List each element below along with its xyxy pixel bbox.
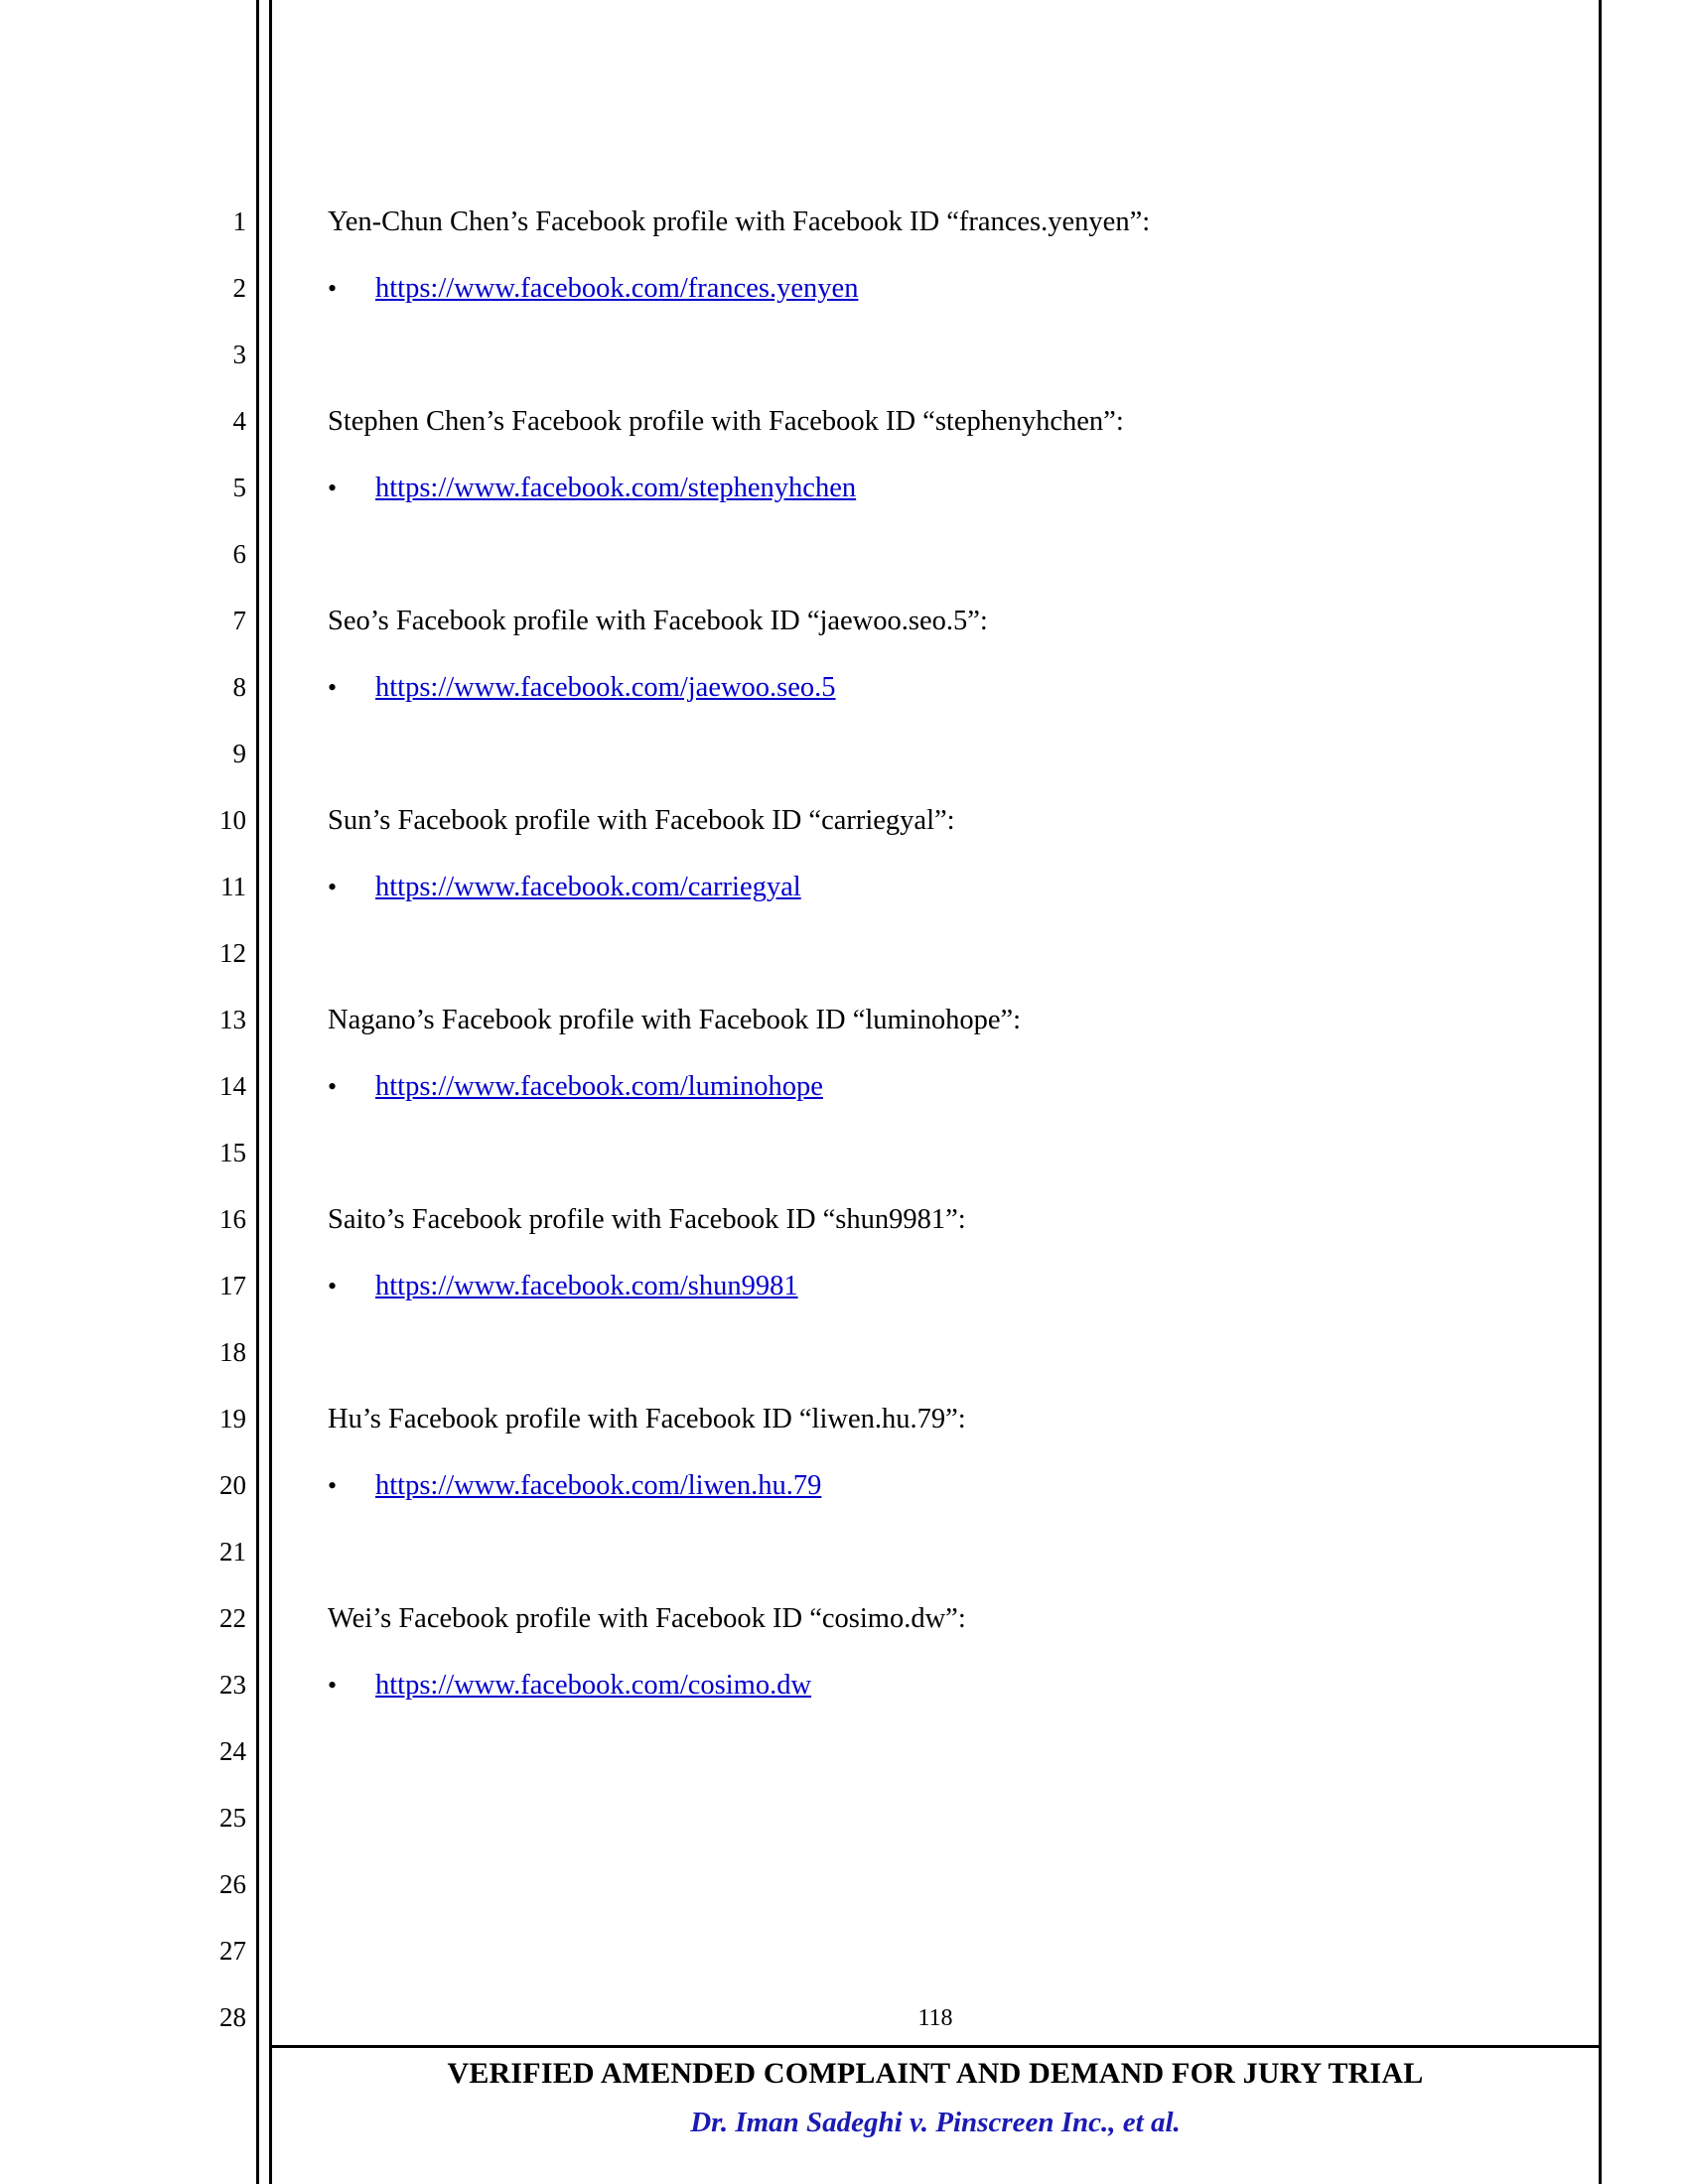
line-number: 23 (219, 1670, 246, 1700)
line-number: 27 (219, 1936, 246, 1966)
blank-line (328, 1918, 1549, 1984)
bullet-point-icon: • (328, 274, 338, 303)
body-paragraph: Yen-Chun Chen’s Facebook profile with Facebook ID “frances.yenyen”: (328, 206, 1151, 237)
line-number-column (195, 189, 246, 2051)
line-number: 20 (219, 1470, 246, 1500)
line-number: 14 (219, 1071, 246, 1101)
line-number: 5 (232, 473, 246, 502)
line-number: 8 (232, 672, 246, 702)
facebook-profile-link[interactable]: https://www.facebook.com/jaewoo.seo.5 (375, 672, 836, 703)
body-paragraph: Saito’s Facebook profile with Facebook ID “shun9981”: (328, 1204, 966, 1235)
line-number: 6 (232, 539, 246, 569)
page-number: 118 (917, 2005, 953, 2031)
facebook-profile-link[interactable]: https://www.facebook.com/carriegyal (375, 872, 801, 902)
facebook-profile-link[interactable]: https://www.facebook.com/stephenyhchen (375, 473, 857, 503)
body-paragraph: Wei’s Facebook profile with Facebook ID “cosimo.dw”: (328, 1603, 966, 1634)
line-number: 13 (219, 1005, 246, 1034)
line-number: 2 (232, 273, 246, 303)
facebook-profile-link[interactable]: https://www.facebook.com/liwen.hu.79 (375, 1470, 822, 1501)
footer-case-caption: Dr. Iman Sadeghi v. Pinscreen Inc., et al. (690, 2107, 1181, 2138)
facebook-profile-link[interactable]: https://www.facebook.com/shun9981 (375, 1271, 798, 1301)
line-number: 18 (219, 1337, 246, 1367)
line-number: 19 (219, 1404, 246, 1433)
line-number: 7 (232, 606, 246, 635)
bullet-list-item (328, 255, 1549, 322)
blank-line (328, 1319, 1549, 1386)
blank-line (328, 1851, 1549, 1918)
line-number: 4 (232, 406, 246, 436)
body-paragraph: Nagano’s Facebook profile with Facebook ID “luminohope”: (328, 1005, 1022, 1035)
bullet-point-icon: • (328, 1072, 338, 1101)
blank-line (328, 521, 1549, 588)
bullet-list-item (328, 1053, 1549, 1120)
blank-line (328, 920, 1549, 987)
bullet-list-item (328, 1253, 1549, 1319)
bullet-list-item (328, 455, 1549, 521)
line-number: 26 (219, 1869, 246, 1899)
body-paragraph: Hu’s Facebook profile with Facebook ID “liwen.hu.79”: (328, 1404, 966, 1434)
body-paragraph: Sun’s Facebook profile with Facebook ID “carriegyal”: (328, 805, 955, 836)
line-number: 3 (232, 340, 246, 369)
line-number: 21 (219, 1537, 246, 1567)
line-number: 11 (220, 872, 246, 901)
line-number: 15 (219, 1138, 246, 1167)
blank-line (328, 322, 1549, 388)
body-paragraph: Seo’s Facebook profile with Facebook ID “jaewoo.seo.5”: (328, 606, 988, 636)
blank-line (328, 1120, 1549, 1186)
right-margin-rule (1599, 0, 1602, 2184)
line-number: 24 (219, 1736, 246, 1766)
facebook-profile-link[interactable]: https://www.facebook.com/frances.yenyen (375, 273, 859, 304)
bullet-point-icon: • (328, 1272, 338, 1300)
line-number: 28 (219, 2002, 246, 2032)
bullet-list-item (328, 854, 1549, 920)
bullet-point-icon: • (328, 1671, 338, 1700)
line-number: 10 (219, 805, 246, 835)
line-number: 22 (219, 1603, 246, 1633)
line-number: 12 (219, 938, 246, 968)
line-number: 16 (219, 1204, 246, 1234)
line-number: 17 (219, 1271, 246, 1300)
facebook-profile-link[interactable]: https://www.facebook.com/luminohope (375, 1071, 823, 1102)
bullet-list-item (328, 654, 1549, 721)
document-body (328, 189, 1549, 2051)
bullet-point-icon: • (328, 474, 338, 502)
bullet-point-icon: • (328, 673, 338, 702)
blank-line (328, 1785, 1549, 1851)
body-paragraph: Stephen Chen’s Facebook profile with Facebook ID “stephenyhchen”: (328, 406, 1124, 437)
bullet-point-icon: • (328, 1471, 338, 1500)
left-margin-rule-outer (256, 0, 259, 2184)
blank-line (328, 1718, 1549, 1785)
line-number: 25 (219, 1803, 246, 1833)
blank-line (328, 1519, 1549, 1585)
bullet-list-item (328, 1652, 1549, 1718)
bullet-point-icon: • (328, 873, 338, 901)
left-margin-rule-inner (269, 0, 272, 2184)
line-number: 9 (232, 739, 246, 768)
blank-line (328, 721, 1549, 787)
facebook-profile-link[interactable]: https://www.facebook.com/cosimo.dw (375, 1670, 812, 1701)
bullet-list-item (328, 1452, 1549, 1519)
line-number: 1 (232, 206, 246, 236)
footer-title: VERIFIED AMENDED COMPLAINT AND DEMAND FOR JURY TRIAL (447, 2057, 1424, 2090)
